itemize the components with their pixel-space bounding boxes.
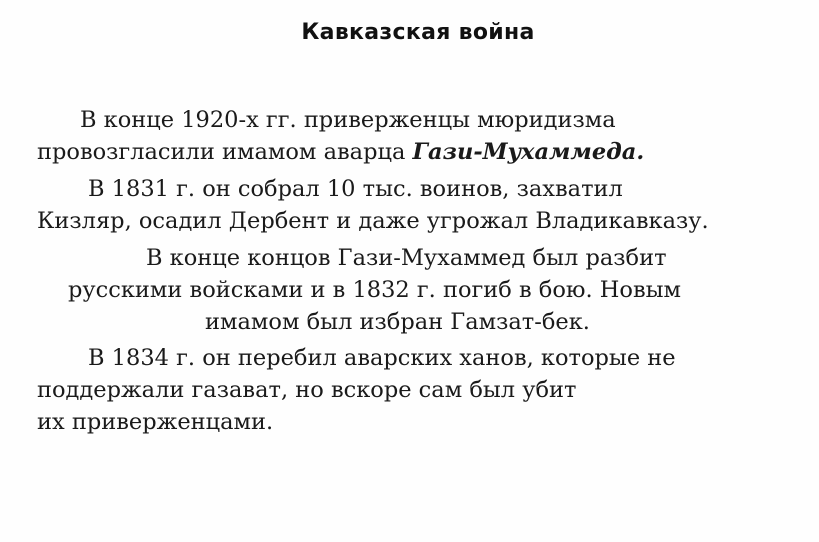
paragraph-4-line-3: их приверженцами.: [37, 409, 274, 435]
paragraph-2-line-1: В 1831 г. он собрал 10 тыс. воинов, захватил: [88, 176, 623, 202]
paragraph-3-line-1: В конце концов Гази-Мухаммед был разбит: [146, 245, 667, 271]
paragraph-1-line-1: В конце 1920-х гг. приверженцы мюридизма: [80, 107, 616, 133]
slide-title: Кавказская война: [301, 20, 535, 45]
highlighted-name: Гази-Мухаммеда.: [412, 139, 645, 165]
paragraph-4-line-2: поддержали газават, но вскоре сам был убит: [37, 377, 577, 403]
paragraph-1-line-2-text: провозгласили имамом аварца: [37, 139, 413, 165]
paragraph-2-line-2: Кизляр, осадил Дербент и даже угрожал Владикавказу.: [37, 208, 709, 234]
paragraph-3-line-3: имамом был избран Гамзат-бек.: [205, 309, 590, 335]
paragraph-4-line-1: В 1834 г. он перебил аварских ханов, которые не: [88, 345, 676, 371]
paragraph-3-line-2: русскими войсками и в 1832 г. погиб в бою. Новым: [68, 277, 682, 303]
paragraph-1-line-2: [37, 138, 644, 166]
